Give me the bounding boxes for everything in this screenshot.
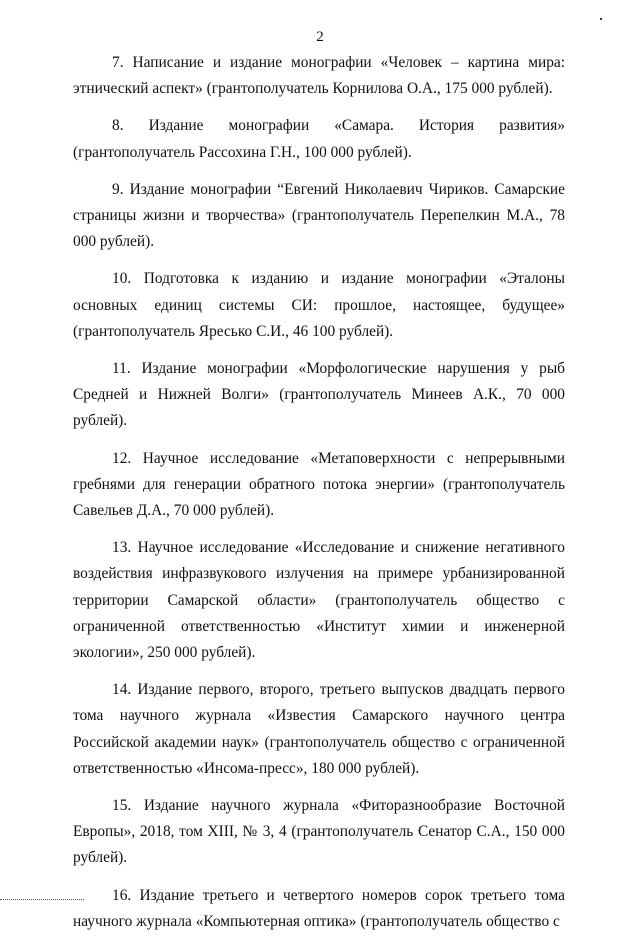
list-item: 8. Издание монографии «Самара. История развития» (грантополучатель Рассохина Г.Н., 100 000 рублей). — [73, 117, 565, 161]
list-item: 12. Научное исследование «Метаповерхности с непрерывными гребнями для генерации обратного потока энергии» (грантополучатель Савельев Д.А., 70 000 рублей). — [73, 449, 565, 520]
list-item: 7. Написание и издание монографии «Человек – картина мира: этнический аспект» (грантополучатель Корнилова О.А., 175 000 рублей). — [73, 54, 565, 98]
list-item: 14. Издание первого, второго, третьего выпусков двадцать первого тома научного журнала «Известия Самарского научного центра Российской академии наук» (грантополучатель общество с ограниченной ответственностью «Инсома-пресс», 180 000 рублей). — [73, 681, 565, 777]
list-item: 15. Издание научного журнала «Фиторазнообразие Восточной Европы», 2018, том XIII, № 3, 4 (грантополучатель Сенатор С.А., 150 000 рублей). — [73, 797, 565, 867]
list-item: 9. Издание монографии “Евгений Николаевич Чириков. Самарские страницы жизни и творчества» (грантополучатель Перепелкин М.А., 78 000 рублей). — [73, 180, 565, 251]
list-item: 16. Издание третьего и четвертого номеров сорок третьего тома научного журнала «Компьютерная оптика» (грантополучатель общество с — [73, 886, 565, 930]
list-item: 13. Научное исследование «Исследование и снижение негативного воздействия инфразвукового излучения на примере урбанизированной территории Самарской области» (грантополучатель общество с ограниченной ответственностью «Институт химии и инженерной экологии», 250 000 рублей). — [73, 539, 565, 662]
footer-divider — [0, 899, 84, 900]
list-item: 10. Подготовка к изданию и издание монографии «Эталоны основных единиц системы СИ: прошлое, настоящее, будущее» (грантополучатель Яресько С.И., 46 100 рублей). — [73, 270, 565, 340]
grant-list — [73, 50, 565, 946]
scan-mark — [600, 18, 602, 20]
page-number: 2 — [316, 29, 324, 45]
list-item: 11. Издание монографии «Морфологические нарушения у рыб Средней и Нижней Волги» (грантополучатель Минеев А.К., 70 000 рублей). — [73, 360, 565, 430]
